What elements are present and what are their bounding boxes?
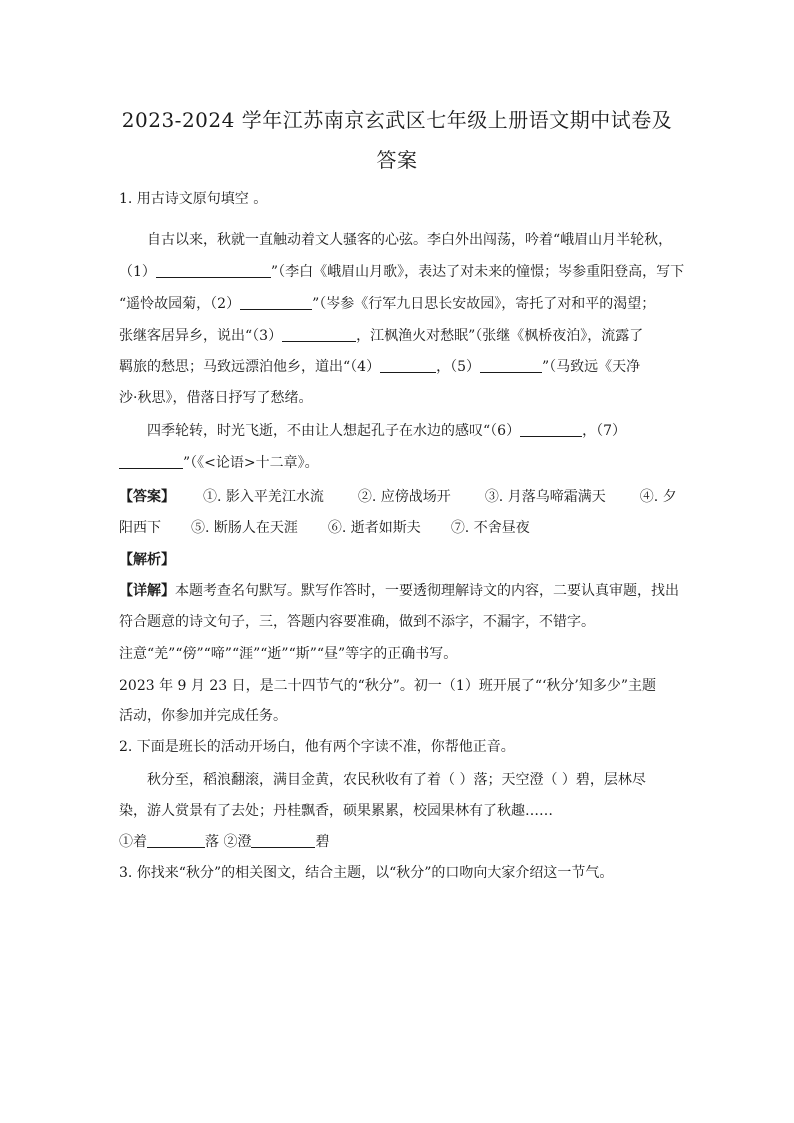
analysis-note: 注意“羌”“傍”“啼”“涯”“逝”“斯”“昼”等字的正确书写。 — [119, 646, 458, 662]
detail-label: 【详解】 — [119, 583, 175, 599]
fill-blank-cheng[interactable] — [251, 833, 315, 848]
answer-item: ⑥. 逝者如斯夫 — [327, 520, 421, 536]
question-3-stem: 3. 你找来“秋分”的相关图文，结合主题，以“秋分”的口吻向大家介绍这一节气。 — [119, 865, 614, 881]
q1-paragraph-line: （1） ”（李白《峨眉山月歌》，表达了对未来的憧憬；岑参重阳登高，写下 — [119, 264, 685, 280]
answer-line — [119, 486, 677, 506]
q1-paragraph-line: 羁旅的愁思；马致远漂泊他乡，道出“（4） ，（5） ”（马致远《天净 — [119, 359, 641, 375]
answer-item: ⑦. 不舍昼夜 — [450, 520, 530, 536]
fill-blank-6[interactable] — [520, 422, 582, 437]
answer-item: ③. 月落乌啼霜满天 — [484, 489, 606, 505]
question-2-stem: 2. 下面是班长的活动开场白，他有两个字读不准，你帮他正音。 — [119, 739, 515, 755]
answer-line — [119, 517, 530, 537]
intro-line: 活动，你参加并完成任务。 — [119, 708, 287, 724]
fill-blank-5[interactable] — [480, 358, 542, 373]
question-1-stem: 1. 用古诗文原句填空 。 — [119, 191, 268, 207]
answer-item: 阳西下 — [119, 520, 161, 536]
q1-paragraph-line: 自古以来，秋就一直触动着文人骚客的心弦。李白外出闯荡，吟着“峨眉山月半轮秋， — [147, 232, 673, 248]
q2-paragraph-line: 染，游人赏景有了去处；丹桂飘香，硕果累累，校园果林有了秋趣…… — [119, 803, 553, 819]
analysis-detail-line: 【详解】本题考查名句默写。默写作答时，一要透彻理解诗文的内容，二要认真审题，找出 — [119, 583, 679, 599]
fill-blank-zhuo[interactable] — [147, 833, 205, 848]
q2-paragraph-line: 秋分至，稻浪翻滚，满目金黄，农民秋收有了着（ ）落；天空澄（ ）碧，层林尽 — [147, 772, 646, 788]
doc-title-line2: 答案 — [376, 148, 418, 172]
answer-item: ⑤. 断肠人在天涯 — [191, 520, 298, 536]
analysis-detail-line: 符合题意的诗文句子，三，答题内容要准确，做到不添字，不漏字，不错字。 — [119, 614, 595, 630]
q1-paragraph-line: “遥怜故园菊，（2） ”（岑参《行军九日思长安故园》，寄托了对和平的渴望； — [119, 296, 656, 312]
q1-paragraph-line: 沙·秋思》，借落日抒写了愁绪。 — [119, 390, 313, 406]
fill-blank-1[interactable] — [156, 263, 271, 278]
answer-item: ④. 夕 — [639, 489, 677, 505]
answer-label: 【答案】 — [119, 489, 175, 505]
analysis-label: 【解析】 — [119, 552, 175, 568]
q1-paragraph2-line: ”（《<论语>十二章》。 — [119, 452, 319, 472]
q1-paragraph-line: 张继客居异乡，说出“（3） ，江枫渔火对愁眠”（张继《枫桥夜泊》，流露了 — [119, 328, 644, 344]
q1-paragraph2-line: 四季轮转，时光飞逝，不由让人想起孔子在水边的感叹“（6） ，（7） — [147, 423, 626, 439]
doc-title-line1: 2023-2024 学年江苏南京玄武区七年级上册语文期中试卷及 — [121, 108, 673, 132]
intro-line: 2023 年 9 月 23 日，是二十四节气的“秋分”。初一（1）班开展了“‘秋分’知多少”主题 — [119, 678, 657, 694]
q2-answer-fill: ①着 落 ②澄 碧 — [119, 834, 330, 850]
fill-blank-4[interactable] — [380, 358, 436, 373]
answer-item: ①. 影入平羌江水流 — [203, 489, 324, 505]
fill-blank-2[interactable] — [240, 295, 312, 310]
answer-item: ②. 应傍战场开 — [357, 489, 451, 505]
fill-blank-7[interactable] — [119, 454, 183, 469]
fill-blank-3[interactable] — [282, 327, 356, 342]
